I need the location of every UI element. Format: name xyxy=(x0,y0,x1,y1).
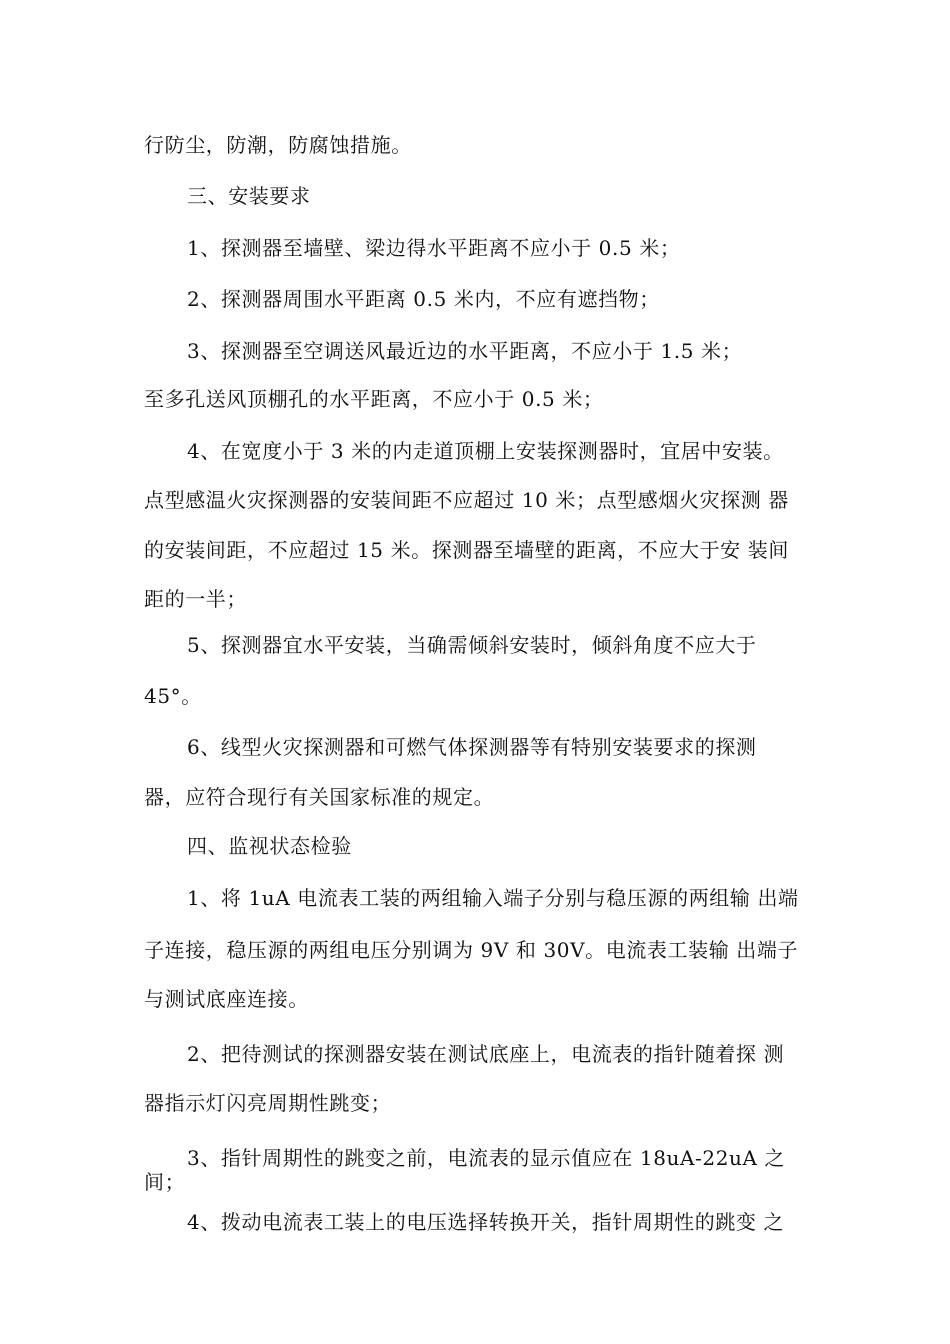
paragraph-line: 4、拨动电流表工装上的电压选择转换开关，指针周期性的跳变 之 xyxy=(187,1210,785,1234)
paragraph-line: 的安装间距，不应超过 15 米。探测器至墙壁的距离，不应大于安 装间 xyxy=(144,538,789,562)
paragraph-line: 2、探测器周围水平距离 0.5 米内，不应有遮挡物； xyxy=(187,287,660,311)
section-heading: 三、安装要求 xyxy=(187,184,311,208)
paragraph-line: 3、指针周期性的跳变之前，电流表的显示值应在 18uA-22uA 之 xyxy=(187,1146,786,1170)
paragraph-line: 子连接，稳压源的两组电压分别调为 9V 和 30V。电流表工装输 出端子 xyxy=(144,938,799,962)
paragraph-line: 至多孔送风顶棚孔的水平距离，不应小于 0.5 米； xyxy=(144,387,604,411)
paragraph-line: 距的一半； xyxy=(144,587,247,611)
paragraph-line: 器指示灯闪亮周期性跳变； xyxy=(144,1091,392,1115)
paragraph-line: 1、将 1uA 电流表工装的两组输入端子分别与稳压源的两组输 出端 xyxy=(187,886,799,910)
section-heading: 四、监视状态检验 xyxy=(187,834,352,858)
paragraph-line: 1、探测器至墙壁、梁边得水平距离不应小于 0.5 米； xyxy=(187,236,681,260)
paragraph-line: 4、在宽度小于 3 米的内走道顶棚上安装探测器时，宜居中安装。 xyxy=(187,439,784,463)
paragraph-line: 3、探测器至空调送风最近边的水平距离，不应小于 1.5 米； xyxy=(187,339,743,363)
paragraph-line: 行防尘，防潮，防腐蚀措施。 xyxy=(144,133,412,157)
paragraph-line: 5、探测器宜水平安装，当确需倾斜安装时，倾斜角度不应大于 xyxy=(187,633,757,657)
paragraph-line: 间； xyxy=(144,1170,186,1194)
paragraph-line: 6、线型火灾探测器和可燃气体探测器等有特别安装要求的探测 xyxy=(187,735,757,759)
paragraph-line: 45°。 xyxy=(144,684,202,708)
paragraph-line: 器，应符合现行有关国家标准的规定。 xyxy=(144,785,495,809)
paragraph-line: 与测试底座连接。 xyxy=(144,987,309,1011)
paragraph-line: 2、把待测试的探测器安装在测试底座上，电流表的指针随着探 测 xyxy=(187,1042,785,1066)
paragraph-line: 点型感温火灾探测器的安装间距不应超过 10 米；点型感烟火灾探测 器 xyxy=(144,488,789,512)
